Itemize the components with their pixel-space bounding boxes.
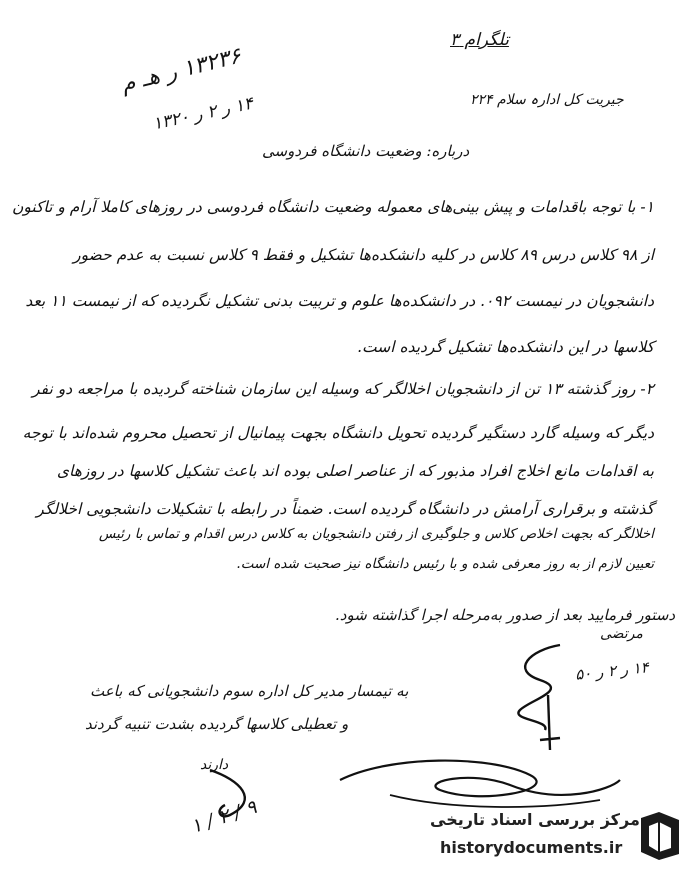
watermark-url: historydocuments.ir bbox=[440, 838, 623, 857]
document-number: ۱۳۲۳۶ ر هـ م bbox=[118, 43, 244, 98]
body-line: تعیین لازم از به روز معرفی شده و با رئیس دانشگاه نیز صحبت شده است. bbox=[236, 556, 654, 572]
signature-date: ۱۴ ر ۲ ر ۵۰ bbox=[574, 658, 650, 684]
body-line: کلاسها در این دانشکده‌ها تشکیل گردیده است. bbox=[357, 338, 654, 356]
body-line: دانشجویان در نیمست ۰۹۲. در دانشکده‌ها علوم و تربیت بدنی تشکیل نگردیده که از نیمست ۱۱ بعد bbox=[25, 292, 654, 310]
body-line: گذشته و برقراری آرامش در دانشگاه گردیده است. ضمناً در رابطه با تشکیلات دانشجویی اخلالگر bbox=[36, 500, 654, 518]
handwritten-signature bbox=[500, 640, 610, 760]
body-line: از ۹۸ کلاس درس ۸۹ کلاس در کلیه دانشکده‌ها تشکیل و فقط ۹ کلاس نسبت به عدم حضور bbox=[73, 246, 654, 264]
watermark-title: مرکز بررسی اسناد تاریخی bbox=[430, 810, 640, 829]
document-date: ۱۴ ر ۲ ر ۱۳۲۰ bbox=[151, 93, 255, 135]
recipient-address: جیریت کل ادارہ سلام ۲۲۴ bbox=[470, 92, 624, 108]
subject-line: درباره: وضعیت دانشگاه فردوسی bbox=[262, 142, 470, 160]
body-line: اخلالگر که بجهت اخلاص کلاس و جلوگیری از رفتن دانشجویان به کلاس درس اقدام و تماس با رئیس bbox=[98, 526, 654, 542]
document-title: تلگرام ۳ bbox=[450, 30, 509, 50]
body-line: دیگر که وسیله گارد دستگیر گردیده تحویل دانشگاه بجهت پیمانیال از تحصیل محروم شده‌اند با توجه bbox=[22, 424, 654, 442]
body-line: ۱- با توجه باقدامات و پیش بینی‌های معموله وضعیت دانشگاه فردوسی در روزهای کاملا آرام و تاکنون bbox=[11, 198, 654, 216]
archive-logo-icon bbox=[635, 808, 685, 864]
signature-label: مرتضی bbox=[600, 626, 643, 642]
body-line: ۲- روز گذشته ۱۳ تن از دانشجویان اخلالگر که وسیله این سازمان شناخته گردیده با مراجعه دو نفر bbox=[32, 380, 654, 398]
closing-line: دستور فرمایید بعد از صدور به‌مرحله اجرا گذاشته شود. bbox=[335, 606, 676, 624]
body-line: به اقدامات مانع اخلاج افراد مذبور که از عناصر اصلی بوده اند باعث تشکیل کلاسها در روزهای bbox=[56, 462, 654, 480]
margin-note-line: و تعطیلی کلاسها گردیده بشدت تنبیه گردند bbox=[85, 715, 349, 733]
margin-note-line: دارند bbox=[200, 757, 229, 773]
margin-date: ۹ / ۲ / ۱ bbox=[188, 796, 260, 838]
margin-note-line: به تیمسار مدیر کل اداره سوم دانشجویانی که باعث bbox=[90, 682, 409, 700]
